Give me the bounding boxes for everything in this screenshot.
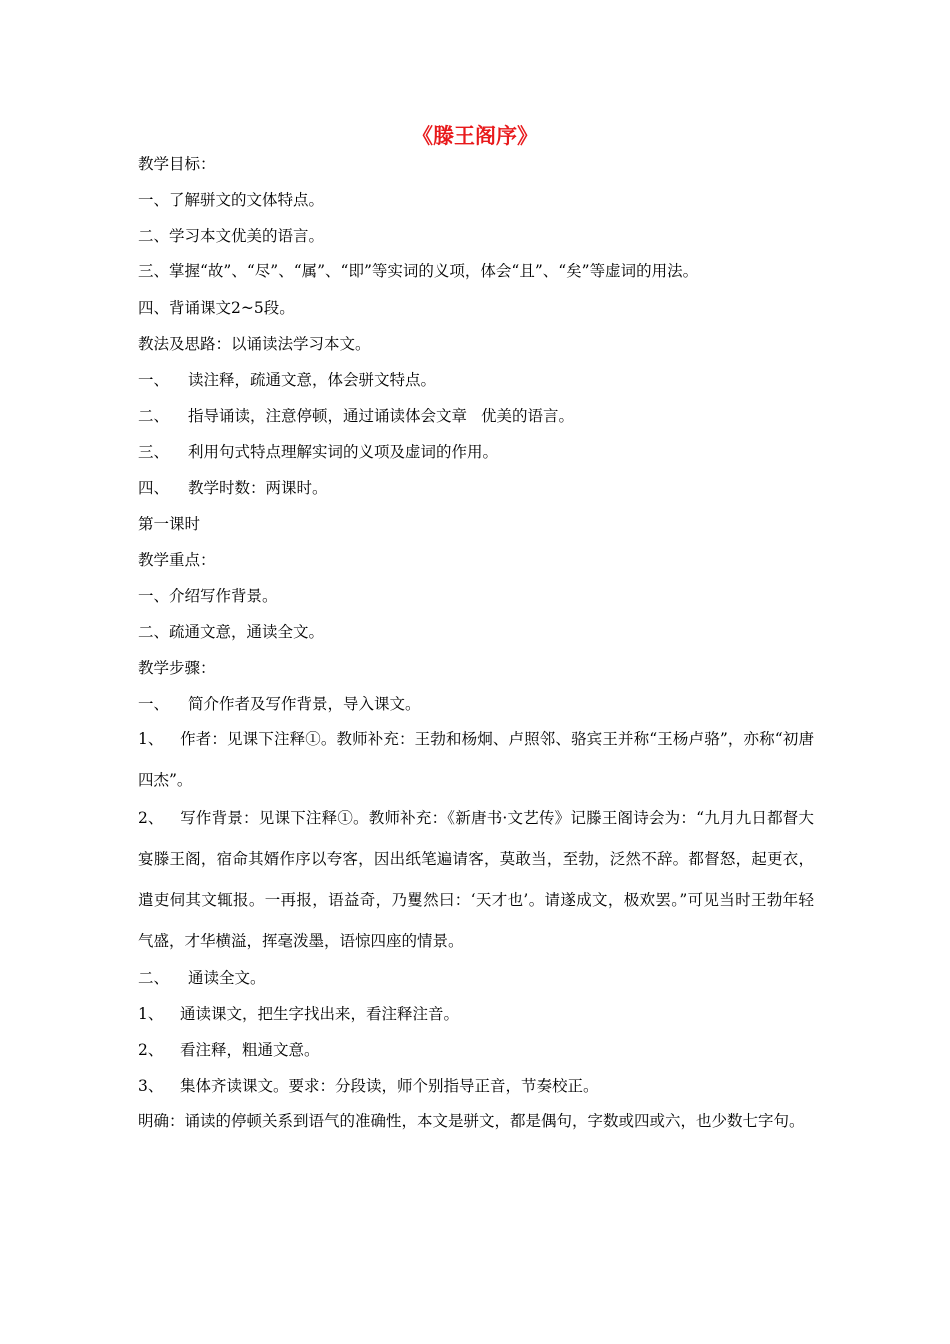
goal-1: 一、了解骈文的文体特点。: [138, 191, 325, 209]
method-3: [138, 434, 814, 470]
step-1-text: 简介作者及写作背景，导入课文。: [188, 695, 421, 713]
focus-2: 二、疏通文意，通读全文。: [138, 623, 325, 641]
lesson-heading: 第一课时: [138, 515, 201, 533]
step-2-item-2: [138, 1032, 814, 1068]
conclusion-paragraph: 明确：诵读的停顿关系到语气的准确性，本文是骈文，都是偶句，字数或四或六，也少数七字句。: [138, 1112, 805, 1130]
method-4-text: 教学时数：两课时。: [188, 479, 328, 497]
method-1-text: 读注释，疏通文意，体会骈文特点。: [188, 371, 437, 389]
step-2-item-1-text: 通读课文，把生字找出来，看注释注音。: [180, 1005, 460, 1023]
step-2-item-1-number: 1、: [138, 1005, 164, 1023]
step-2-item-1: [138, 996, 814, 1032]
document-title: 《滕王阁序》: [412, 123, 538, 148]
method-2: [138, 398, 814, 434]
step-1-item-2-number: 2、: [138, 809, 164, 827]
goals-heading: 教学目标：: [138, 155, 216, 173]
step-2-item-3: [138, 1068, 814, 1104]
document-body: [138, 146, 814, 1140]
goal-2: 二、学习本文优美的语言。: [138, 227, 325, 245]
step-1-item-2-text: 写作背景：见课下注释①。教师补充：《新唐书·文艺传》记滕王阁诗会为：“九月九日都督大宴滕王阁，宿命其婿作序以夸客，因出纸笔遍请客，莫敢当，至勃，泛然不辞。都督怒，起更衣，遣吏伺其文辄报。一再报，语益奇，乃矍然曰：‘天才也’。请遂成文，极欢罢。”可见当时王勃年轻气盛，才华横溢，挥毫泼墨，语惊四座的情景。: [138, 809, 815, 950]
step-2-number: 二、: [138, 969, 170, 987]
steps-heading: 教学步骤：: [138, 659, 216, 677]
step-1-item-1-number: 1、: [138, 730, 164, 748]
goal-4: 四、背诵课文2~5段。: [138, 299, 295, 317]
focus-heading: 教学重点：: [138, 551, 216, 569]
step-2-item-2-text: 看注释，粗通文意。: [180, 1041, 320, 1059]
method-2-number: 二、: [138, 407, 170, 425]
method-1-number: 一、: [138, 371, 170, 389]
step-2: [138, 960, 814, 996]
step-1-item-2: [138, 798, 814, 962]
step-1-number: 一、: [138, 695, 170, 713]
method-4: [138, 470, 814, 506]
step-2-text: 通读全文。: [188, 969, 266, 987]
method-heading: 教法及思路：以诵读法学习本文。: [138, 335, 371, 353]
method-4-number: 四、: [138, 479, 170, 497]
step-1: [138, 686, 814, 722]
method-3-text: 利用句式特点理解实词的义项及虚词的作用。: [188, 443, 499, 461]
method-3-number: 三、: [138, 443, 170, 461]
method-1: [138, 362, 814, 398]
method-2-text-a: 指导诵读，注意停顿，通过诵读体会文章: [188, 407, 468, 425]
step-2-item-2-number: 2、: [138, 1041, 164, 1059]
step-2-item-3-text: 集体齐读课文。要求：分段读，师个别指导正音，节奏校正。: [180, 1077, 599, 1095]
step-1-item-1: [138, 719, 814, 801]
step-2-item-3-number: 3、: [138, 1077, 164, 1095]
step-1-item-1-text: 作者：见课下注释①。教师补充：王勃和杨炯、卢照邻、骆宾王并称“王杨卢骆”，亦称“初唐四杰”。: [138, 730, 814, 789]
method-2-text-b: 优美的语言。: [481, 407, 575, 425]
goal-3: 三、掌握“故”、“尽”、“属”、“即”等实词的义项，体会“且”、“矣”等虚词的用法。: [138, 262, 699, 280]
focus-1: 一、介绍写作背景。: [138, 587, 278, 605]
